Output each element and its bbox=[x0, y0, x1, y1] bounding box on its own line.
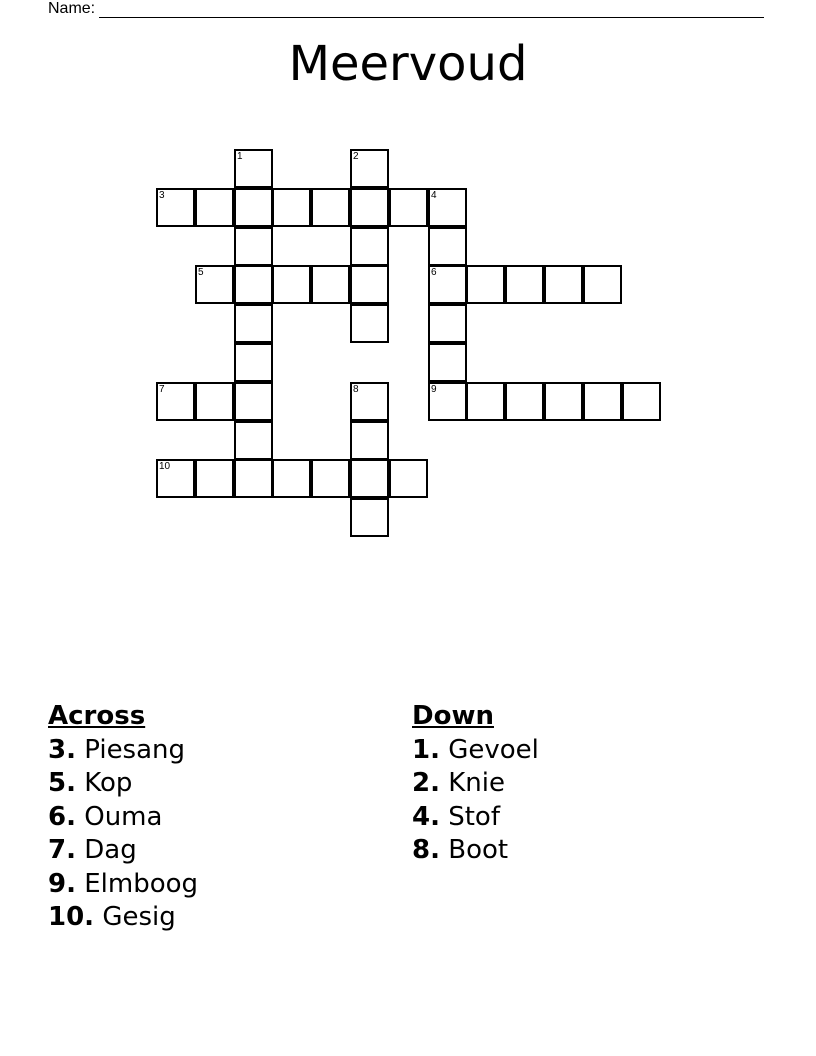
cell-number: 5 bbox=[198, 267, 204, 278]
grid-cell[interactable] bbox=[428, 188, 467, 227]
grid-cell[interactable] bbox=[195, 188, 234, 227]
grid-cell[interactable] bbox=[234, 265, 273, 304]
clue-text: Kop bbox=[84, 768, 133, 798]
grid-cell[interactable] bbox=[234, 459, 273, 498]
grid-cell[interactable] bbox=[156, 459, 195, 498]
clue-text: Boot bbox=[448, 835, 509, 865]
grid-cell[interactable] bbox=[350, 149, 389, 188]
down-clue bbox=[412, 734, 539, 768]
clue-number: 1. bbox=[412, 734, 440, 765]
grid-cell[interactable] bbox=[544, 382, 583, 421]
grid-cell[interactable] bbox=[195, 459, 234, 498]
clue-text: Knie bbox=[448, 768, 505, 798]
cell-number: 4 bbox=[431, 190, 437, 201]
cell-number: 8 bbox=[353, 384, 359, 395]
clue-text: Dag bbox=[84, 835, 137, 865]
across-clue bbox=[48, 834, 198, 868]
clue-number: 3. bbox=[48, 734, 76, 765]
grid-cell[interactable] bbox=[505, 382, 544, 421]
grid-cell[interactable] bbox=[272, 459, 311, 498]
grid-cell[interactable] bbox=[272, 188, 311, 227]
down-heading: Down bbox=[412, 701, 494, 731]
clue-number: 7. bbox=[48, 835, 76, 865]
clue-number: 8. bbox=[412, 835, 440, 865]
grid-cell[interactable] bbox=[350, 188, 389, 227]
clue-number: 10. bbox=[48, 902, 95, 932]
across-clue bbox=[48, 734, 198, 768]
grid-cell[interactable] bbox=[583, 265, 622, 304]
across-clue bbox=[48, 767, 198, 801]
grid-cell[interactable] bbox=[428, 343, 467, 382]
grid-cell[interactable] bbox=[389, 459, 428, 498]
cell-number: 1 bbox=[237, 151, 243, 162]
grid-cell[interactable] bbox=[428, 382, 467, 421]
grid-cell[interactable] bbox=[234, 188, 273, 227]
grid-cell[interactable] bbox=[428, 304, 467, 343]
grid-cell[interactable] bbox=[389, 188, 428, 227]
grid-cell[interactable] bbox=[350, 304, 389, 343]
grid-cell[interactable] bbox=[234, 304, 273, 343]
grid-cell[interactable] bbox=[311, 459, 350, 498]
grid-cell[interactable] bbox=[350, 421, 389, 460]
cell-number: 3 bbox=[159, 190, 165, 201]
clue-text: Stof bbox=[448, 801, 500, 832]
grid-cell[interactable] bbox=[583, 382, 622, 421]
grid-cell[interactable] bbox=[350, 382, 389, 421]
clue-text: Gevoel bbox=[448, 734, 539, 765]
cell-number: 10 bbox=[159, 461, 171, 472]
grid-cell[interactable] bbox=[311, 188, 350, 227]
clue-text: Elmboog bbox=[84, 868, 199, 899]
clue-text: Ouma bbox=[84, 801, 163, 832]
across-clue bbox=[48, 801, 198, 835]
cell-number: 6 bbox=[431, 267, 437, 278]
page-title: Meervoud bbox=[288, 36, 528, 92]
grid-cell[interactable] bbox=[234, 227, 273, 266]
clue-number: 2. bbox=[412, 768, 440, 798]
cell-number: 7 bbox=[159, 384, 165, 395]
grid-cell[interactable] bbox=[350, 459, 389, 498]
clue-number: 4. bbox=[412, 801, 440, 832]
cell-number: 2 bbox=[353, 151, 359, 162]
down-clue bbox=[412, 834, 539, 868]
grid-cell[interactable] bbox=[622, 382, 661, 421]
grid-cell[interactable] bbox=[428, 265, 467, 304]
across-clue bbox=[48, 868, 198, 902]
name-label: Name: bbox=[48, 0, 96, 17]
down-clue bbox=[412, 801, 539, 835]
grid-cell[interactable] bbox=[350, 498, 389, 537]
clue-number: 6. bbox=[48, 801, 76, 832]
grid-cell[interactable] bbox=[544, 265, 583, 304]
grid-cell[interactable] bbox=[234, 149, 273, 188]
clue-text: Gesig bbox=[102, 902, 176, 932]
grid-cell[interactable] bbox=[272, 265, 311, 304]
grid-cell[interactable] bbox=[311, 265, 350, 304]
across-clues bbox=[48, 700, 198, 935]
grid-cell[interactable] bbox=[350, 227, 389, 266]
across-clue bbox=[48, 901, 198, 935]
grid-cell[interactable] bbox=[156, 382, 195, 421]
clue-number: 5. bbox=[48, 768, 76, 798]
down-clue bbox=[412, 767, 539, 801]
grid-cell[interactable] bbox=[466, 265, 505, 304]
cell-number: 9 bbox=[431, 384, 437, 395]
grid-cell[interactable] bbox=[195, 382, 234, 421]
grid-cell[interactable] bbox=[466, 382, 505, 421]
grid-cell[interactable] bbox=[234, 382, 273, 421]
grid-cell[interactable] bbox=[350, 265, 389, 304]
grid-cell[interactable] bbox=[234, 421, 273, 460]
grid-cell[interactable] bbox=[195, 265, 234, 304]
clue-number: 9. bbox=[48, 868, 76, 899]
down-clues bbox=[412, 700, 539, 868]
grid-cell[interactable] bbox=[428, 227, 467, 266]
across-heading: Across bbox=[48, 701, 146, 731]
grid-cell[interactable] bbox=[156, 188, 195, 227]
clue-text: Piesang bbox=[84, 734, 186, 765]
grid-cell[interactable] bbox=[234, 343, 273, 382]
grid-cell[interactable] bbox=[505, 265, 544, 304]
